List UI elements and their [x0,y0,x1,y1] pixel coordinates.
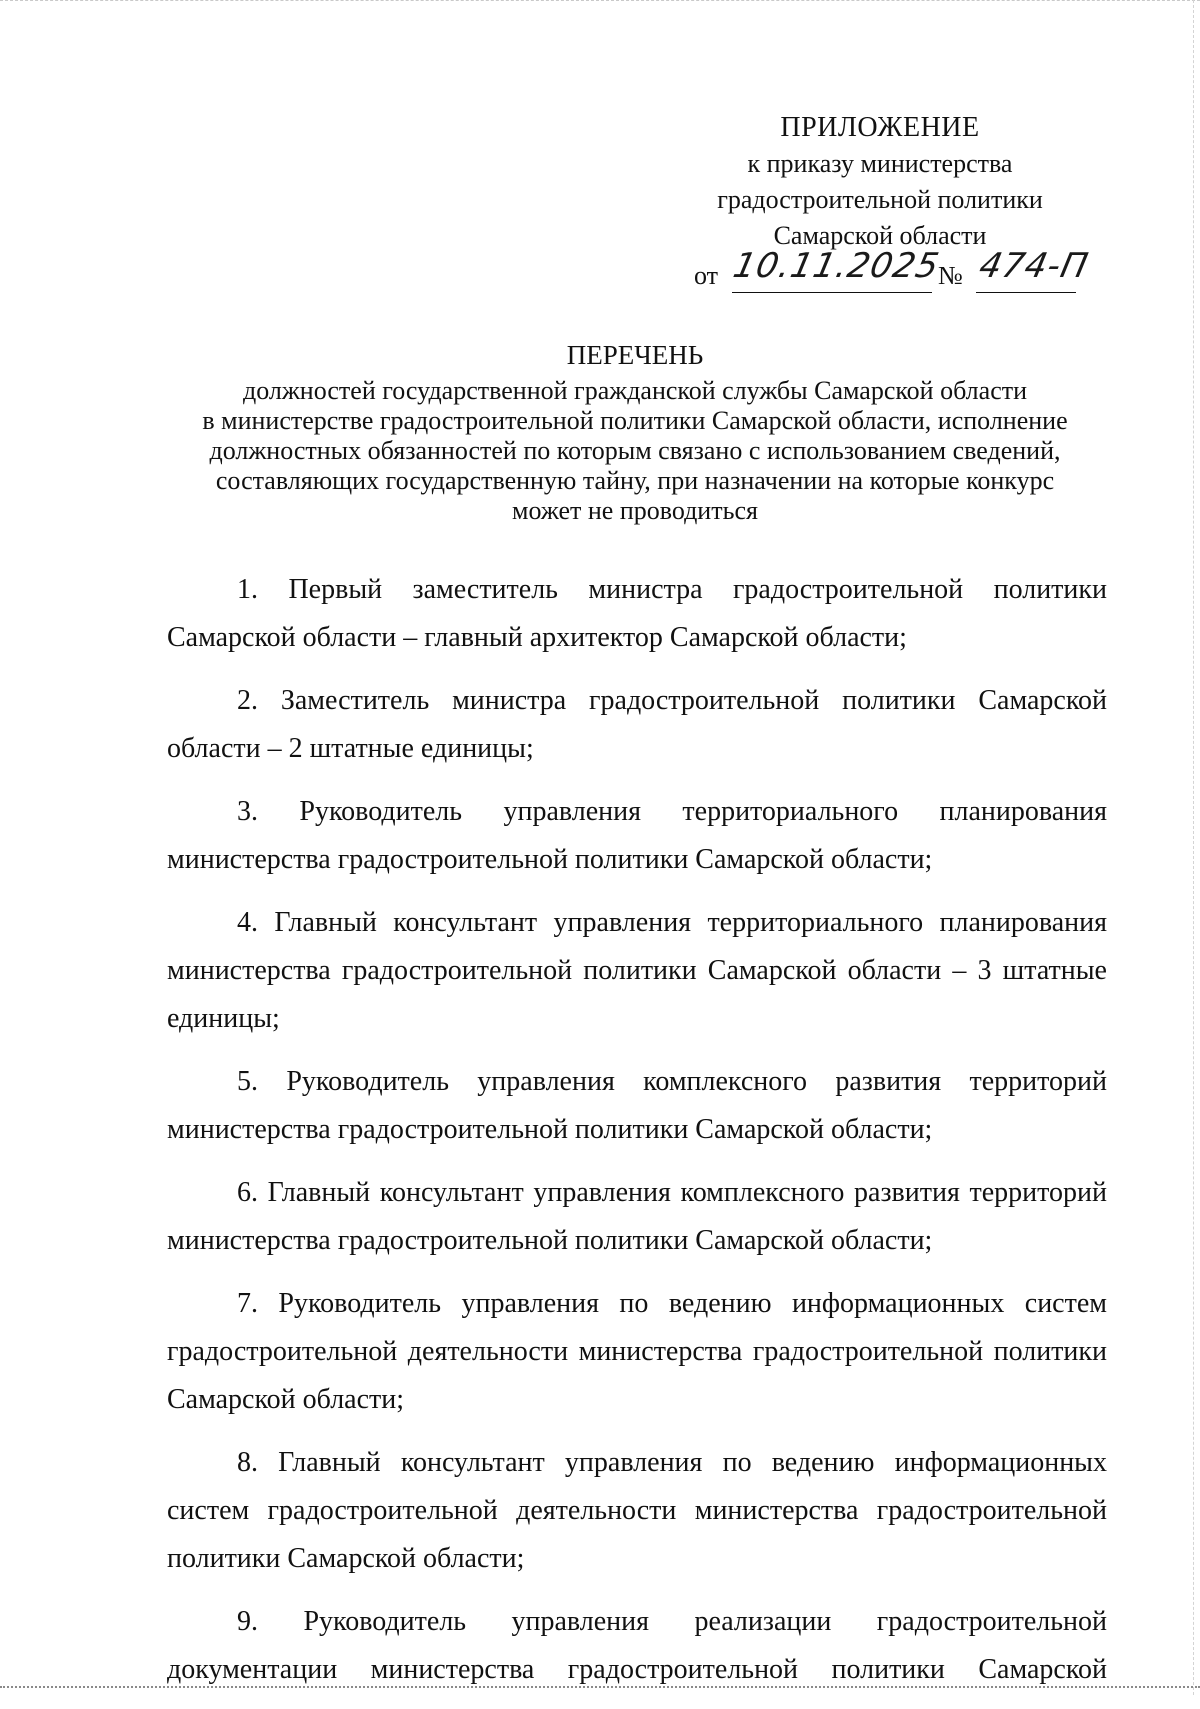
document-heading [165,340,1105,526]
appendix-header [680,110,1092,298]
heading-line-3: должностных обязанностей по которым связано с использованием сведений, [209,436,1061,465]
date-underline [732,292,932,293]
number-underline [976,292,1076,293]
list-item-9: 9. Руководитель управления реализации градостроительной документации министерства градостроительной политики Самарской [167,1606,1107,1685]
heading-line-1: должностей государственной гражданской службы Самарской области [242,376,1028,405]
heading-title: ПЕРЕЧЕНЬ [566,340,704,370]
positions-list [167,566,1107,1709]
list-item-2: 2. Заместитель министра градостроительной политики Самарской области – 2 штатные единицы; [167,685,1107,764]
handwritten-date: 10.11.2025 [729,246,943,286]
appendix-line-2: градостроительной политики [717,185,1043,214]
list-item-8: 8. Главный консультант управления по ведению информационных систем градостроительной деятельности министерства градостроительной политики Самарской области; [167,1447,1107,1574]
number-prefix: № [938,261,963,290]
handwritten-number: 474-П [975,246,1092,286]
list-item-1: 1. Первый заместитель министра градостроительной политики Самарской области – главный архитектор Самарской области; [167,574,1107,653]
list-item-5: 5. Руководитель управления комплексного развития территорий министерства градостроительной политики Самарской области; [167,1066,1107,1145]
list-item-6: 6. Главный консультант управления комплексного развития территорий министерства градостроительной политики Самарской области; [167,1177,1107,1256]
appendix-line-3: Самарской области [773,221,987,250]
scan-edge-right [1192,0,1194,1695]
list-item-7: 7. Руководитель управления по ведению информационных систем градостроительной деятельности министерства градостроительной политики Самарской области; [167,1288,1107,1415]
heading-line-2: в министерстве градостроительной политики Самарской области, исполнение [202,406,1068,435]
appendix-line-1: к приказу министерства [747,149,1013,178]
date-prefix: от [694,261,719,290]
heading-line-5: может не проводиться [512,496,758,525]
list-item-3: 3. Руководитель управления территориального планирования министерства градостроительной политики Самарской области; [167,796,1107,875]
order-date-line [680,246,1092,298]
heading-line-4: составляющих государственную тайну, при назначении на которые конкурс [215,466,1055,495]
list-item-4: 4. Главный консультант управления территориального планирования министерства градостроительной политики Самарской области – 3 штатные единицы; [167,907,1107,1034]
appendix-title: ПРИЛОЖЕНИЕ [780,112,980,143]
scan-edge-top [0,0,1200,5]
